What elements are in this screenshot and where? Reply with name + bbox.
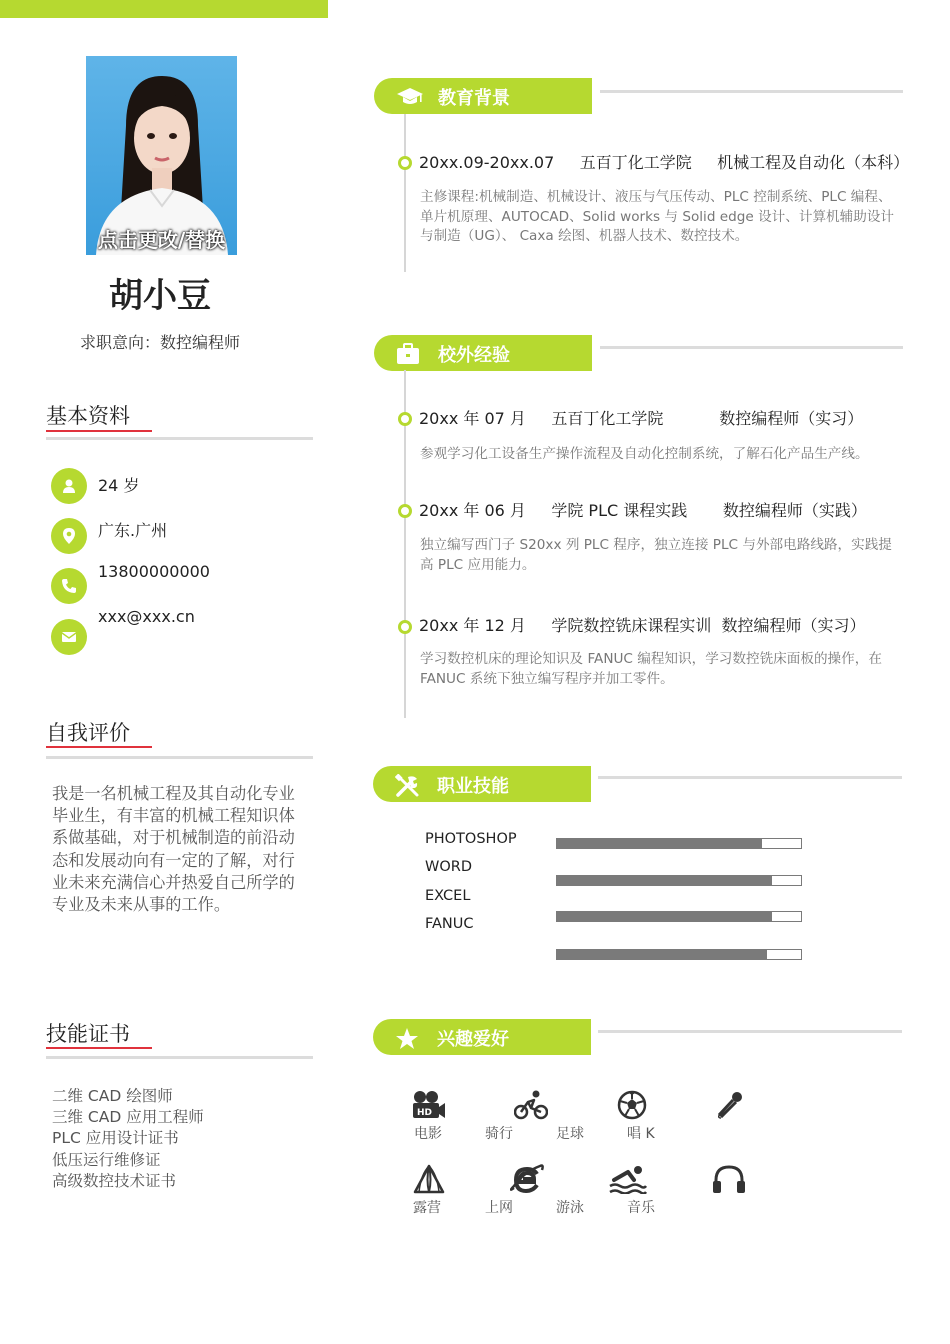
hobby-label: 唱 K [627,1126,655,1142]
hobby-label: 上网 [485,1200,513,1216]
experience-entry-desc: 独立编写西门子 S20xx 列 PLC 程序，独立连接 PLC 与外部电路线路，实践提高 PLC 应用能力。 [420,537,892,573]
list-item: 二维 CAD 绘图师 [52,1087,173,1105]
internet-icon [510,1162,544,1194]
section-header-hobbies [373,1019,591,1055]
phone-icon [51,568,87,604]
hobby-label: 音乐 [627,1200,655,1216]
education-entry-desc: 主修课程:机械制造、机械设计、液压与气压传动、PLC 控制系统、PLC 编程、单片机原理、AUTOCAD、Solid works 与 Solid edge 设计、计算机辅助设计与制造（UG）、 Caxa 绘图、机器人技术、数控技术。 [420,189,895,244]
experience-entry-desc: 参观学习化工设备生产操作流程及自动化控制系统，了解石化产品生产线。 [420,446,869,462]
experience-entry-desc: 学习数控机床的理论知识及 FANUC 编程知识，学习数控铣床面板的操作，在 FANUC 系统下独立编写程序并加工零件。 [420,651,882,687]
section-divider [600,90,903,93]
top-accent-bar [0,0,328,18]
list-item: 高级数控技术证书 [52,1171,177,1190]
section-divider [598,776,902,779]
timeline-line [404,114,406,272]
section-underline [46,1047,152,1049]
list-item: PLC 应用设计证书 [52,1129,179,1148]
section-underline [46,746,152,748]
skill-bar-fill [557,912,772,921]
section-title-basic: 基本资料 [46,404,130,428]
experience-entry-head: 20xx 年 12 月 学院数控铣床课程实训 数控编程师（实习） [419,616,866,635]
section-header-education [374,78,592,114]
location-icon [51,518,87,554]
swimming-icon [608,1164,648,1194]
phone-text: 13800000000 [98,562,210,581]
section-title-self-eval: 自我评价 [46,721,130,745]
education-entry-head: 20xx.09-20xx.07 五百丁化工学院 机械工程及自动化（本科） [419,153,910,172]
section-title-experience: 校外经验 [438,345,510,366]
headphones-icon [711,1164,747,1194]
hobby-label: 足球 [556,1126,584,1142]
skill-bar-fill [557,876,772,885]
soccer-ball-icon [617,1090,647,1120]
timeline-dot [398,412,412,426]
skill-bar-fill [557,950,767,959]
section-title-certs: 技能证书 [46,1022,130,1046]
timeline-dot [398,504,412,518]
skill-name: EXCEL [425,888,471,904]
tools-icon [395,774,421,798]
skill-bar [556,875,802,886]
section-divider [46,437,313,440]
briefcase-icon [396,343,420,365]
star-icon [395,1027,419,1051]
cycling-icon [514,1090,548,1120]
photo-replace-caption[interactable]: 点击更改/替换 [97,228,226,252]
list-item: 低压运行维修证 [52,1150,161,1169]
age-text: 24 岁 [98,476,140,495]
hobby-label: 骑行 [485,1126,513,1142]
skill-name: FANUC [425,916,474,932]
skill-bar-fill [557,839,762,848]
profile-photo[interactable] [86,56,237,255]
skill-bar [556,911,802,922]
email-text: xxx@xxx.cn [98,607,195,626]
section-divider [600,346,903,349]
hobby-label: 电影 [414,1126,442,1142]
timeline-dot [398,620,412,634]
section-divider [46,756,313,759]
skill-bar [556,838,802,849]
section-title-skills: 职业技能 [437,776,509,797]
section-underline [46,430,152,432]
skill-name: WORD [425,859,472,875]
list-item: 三维 CAD 应用工程师 [52,1108,204,1127]
timeline-dot [398,156,412,170]
hobby-label: 露营 [413,1200,441,1216]
experience-entry-head: 20xx 年 07 月 五百丁化工学院 数控编程师（实习） [419,409,864,428]
section-header-skills [373,766,591,802]
section-title-hobbies: 兴趣爱好 [437,1029,509,1050]
candidate-name: 胡小豆 [109,276,211,316]
certificate-list [52,1086,204,1192]
mail-icon [51,619,87,655]
self-evaluation-text: 我是一名机械工程及其自动化专业毕业生，有丰富的机械工程知识体系做基础，对于机械制造的前沿动态和发展动向有一定的了解，对行业未来充满信心并热爱自己所学的专业及未来从事的工作。 [52,784,295,915]
section-title-education: 教育背景 [438,88,510,109]
movie-camera-icon [412,1090,446,1120]
section-header-experience [374,335,592,371]
graduation-cap-icon [396,86,424,106]
hobby-label: 游泳 [556,1200,584,1216]
skill-name: PHOTOSHOP [425,831,517,847]
section-divider [46,1056,313,1059]
svg-text:HD: HD [417,1108,433,1118]
section-divider [598,1030,902,1033]
experience-entry-head: 20xx 年 06 月 学院 PLC 课程实践 数控编程师（实践） [419,501,867,520]
location-text: 广东.广州 [98,521,168,540]
job-intent: 求职意向：数控编程师 [79,333,240,352]
skill-bar [556,949,802,960]
user-icon [51,468,87,504]
microphone-icon [716,1090,746,1120]
tent-icon [413,1164,445,1194]
